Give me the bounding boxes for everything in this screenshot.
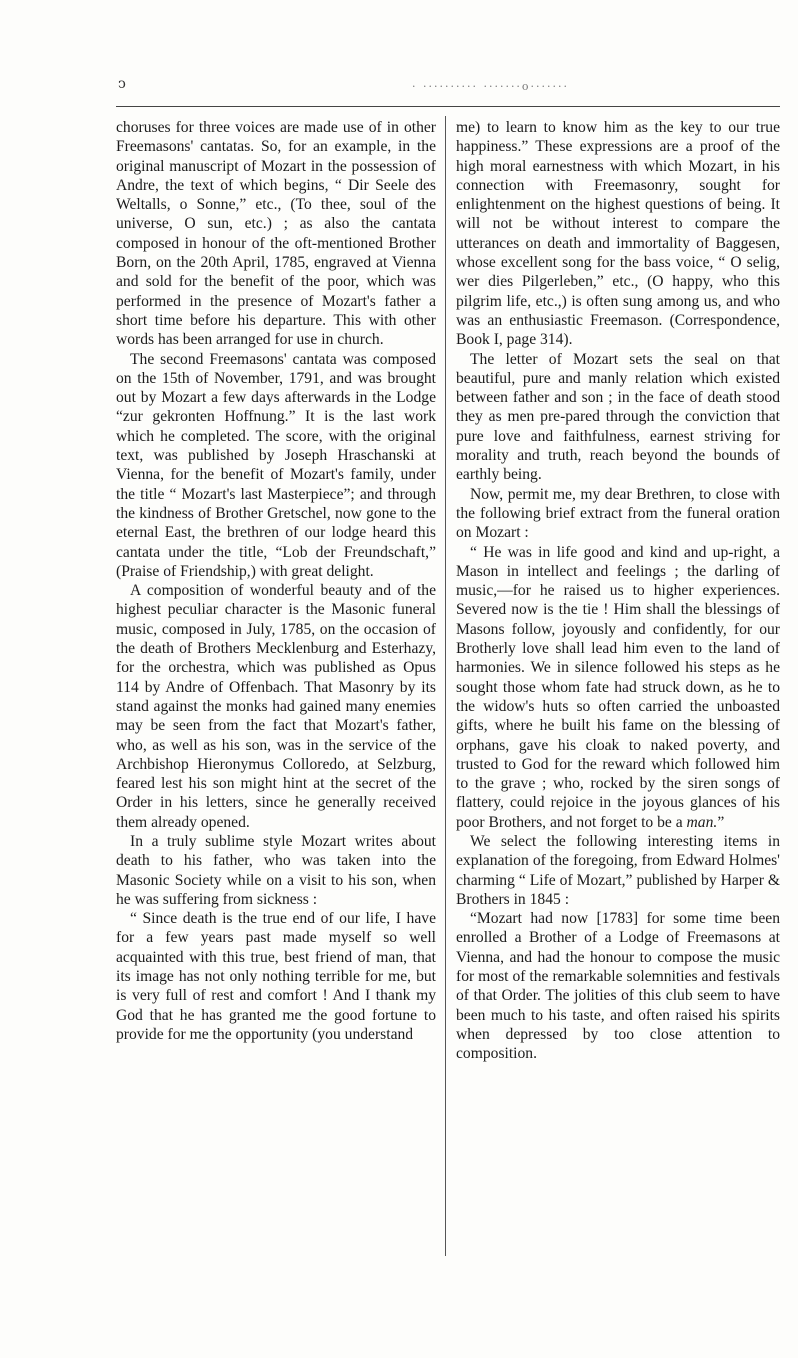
column-divider xyxy=(445,116,446,1256)
paragraph: The letter of Mozart sets the seal on that beautiful, pure and manly relation which existed between father and son ; in the face of death stood they as men pre-pared through the conviction that pure love and faithfulness, earnest striving for morality and truth, reach beyond the bounds of earthly being. xyxy=(456,350,780,484)
paragraph: The second Freemasons' cantata was composed on the 15th of November, 1791, and was brought out by Mozart a few days afterwards in the Lodge “zur gekronten Hoffnung.” It is the last work which he completed. The score, with the original text, was published by Joseph Hraschanski at Vienna, for the benefit of Mozart's family, under the title “ Mozart's last Masterpiece”; and through the kindness of Brother Gretschel, now gone to the eternal East, the brethren of our lodge heard this cantata under the title, “Lob der Freundschaft,” (Praise of Friendship,) with great delight. xyxy=(116,350,436,580)
paragraph: choruses for three voices are made use of in other Freemasons' cantatas. So, for an example, in the original manuscript of Mozart in the possession of Andre, the text of which begins, “ Dir Seele des Weltalls, o Sonne,” etc., (To thee, soul of the universe, O sun, etc.) ; as also the cantata composed in honour of the oft-mentioned Brother Born, on the 20th April, 1785, engraved at Vienna and sold for the benefit of the poor, which was performed in the presence of Mozart's father a short time before his departure. This with other words has been arranged for use in church. xyxy=(116,119,436,349)
paragraph: We select the following interesting items in explanation of the foregoing, from Edward Holmes' charming “ Life of Mozart,” published by Harper & Brothers in 1845 : xyxy=(456,832,780,908)
paragraph: “Mozart had now [1783] for some time been enrolled a Brother of a Lodge of Freemasons at Vienna, and had the honour to compose the music for most of the remarkable solemnities and festivals of that Order. The jolities of this club seem to have been much to his taste, and often raised his spirits when depressed by too close attention to composition. xyxy=(456,910,780,1063)
page-number-mark: ↄ xyxy=(118,76,126,92)
paragraph: In a truly sublime style Mozart writes about death to his father, who was taken into the Masonic Society while on a visit to his son, when he was suffering from sickness : xyxy=(116,832,436,908)
paragraph: “ Since death is the true end of our life, I have for a few years past made myself so well acquainted with this true, best friend of man, that its image has not only nothing terrible for me, but is very full of rest and comfort ! And I thank my God that he has granted me the good fortune to provide for me the opportunity (you understand xyxy=(116,910,436,1043)
paragraph-text: “ He was in life good and kind and up-right, a Mason in intellect and feelings ; the darling of music,—for he raised us to higher experiences. Severed now is the tie ! Him shall the blessings of Masons follow, joyously and confidently, for our Brotherly love shall lead him even to the land of harmonies. We in silence followed his steps as he sought those whom fate had struck down, as he to the widow's huts so often carried the unboasted gifts, where he built his fame on the blessing of orphans, gave his cloak to naked poverty, and trusted to God for the reward which followed him to the grave ; who, rocked by the siren songs of flattery, could rejoice in the joyous glances of his poor Brothers, and not forget to be a xyxy=(456,543,780,831)
page-header xyxy=(112,76,782,102)
header-ornament: · ·········· ·······o······· xyxy=(412,80,570,93)
closing-quote: ” xyxy=(717,813,725,831)
right-column xyxy=(456,118,780,1064)
emphasis: man. xyxy=(686,813,718,831)
header-rule xyxy=(116,106,780,107)
paragraph xyxy=(456,543,780,832)
paragraph: A composition of wonderful beauty and of the highest peculiar character is the Masonic funeral music, composed in July, 1785, on the occasion of the death of Brothers Mecklenburg and Esterhazy, for the orchestra, which was published as Opus 114 by Andre of Offenbach. That Masonry by its stand against the monks had gained many enemies may be seen from the fact that Mozart's father, who, as well as his son, was in the service of the Archbishop Hieronymus Colloredo, at Selzburg, feared lest his son might hint at the secret of the Order in his letters, since he generally received them already opened. xyxy=(116,582,436,831)
paragraph: Now, permit me, my dear Brethren, to close with the following brief extract from the funeral oration on Mozart : xyxy=(456,485,780,542)
paragraph: me) to learn to know him as the key to our true happiness.” These expressions are a proof of the high moral earnestness with which Mozart, in his connection with Freemasonry, sought for enlightenment on the highest questions of being. It will not be without interest to compare the utterances on death and immortality of Baggesen, whose excellent song for the bass voice, “ O selig, wer dies Pilgerleben,” etc., (O happy, who this pilgrim life, etc.,) is often sung among us, and who was an enthusiastic Freemason. (Correspondence, Book I, page 314). xyxy=(456,119,780,349)
left-column xyxy=(116,118,436,1044)
